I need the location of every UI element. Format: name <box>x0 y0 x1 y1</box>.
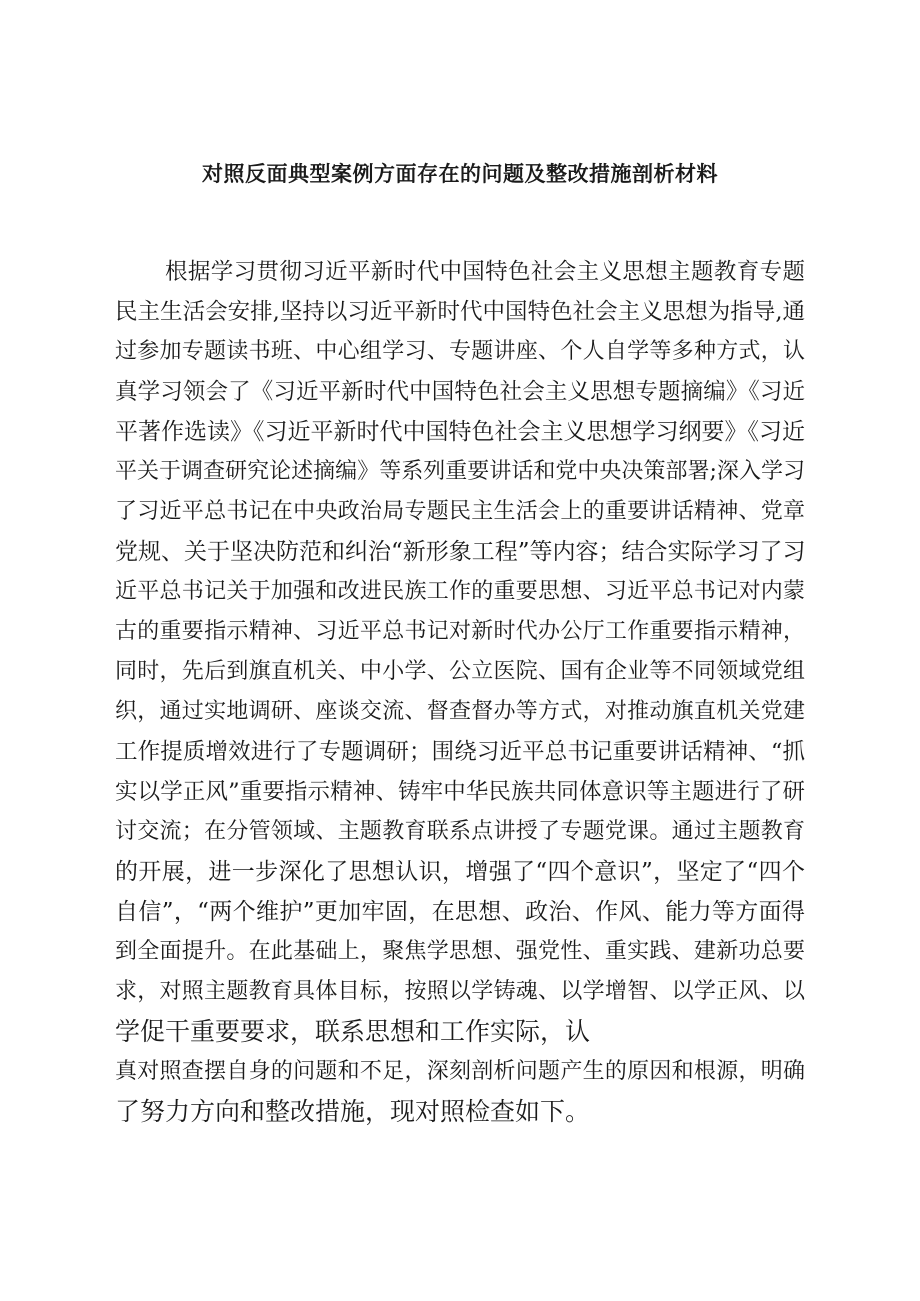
body-line: 讨交流；在分管领域、主题教育联系点讲授了专题党课。通过主题教育 <box>115 819 805 844</box>
body-line: 真对照查摆自身的问题和不足，深刻剖析问题产生的原因和根源，明确 <box>115 1059 805 1084</box>
body-line: 工作提质增效进行了专题调研；围绕习近平总书记重要讲话精神、“抓 <box>115 739 805 765</box>
body-line: 党规、关于坚决防范和纠治“新形象工程”等内容；结合实际学习了习 <box>115 539 806 565</box>
body-line: 近平总书记关于加强和改进民族工作的重要思想、习近平总书记对内蒙 <box>115 579 805 604</box>
body-line: 的开展，进一步深化了思想认识，增强了“四个意识”，坚定了“四个 <box>115 859 805 885</box>
body-line: 平著作选读》《习近平新时代中国特色社会主义思想学习纲要》《习近 <box>115 419 805 445</box>
body-line: 平关于调查研究论述摘编》等系列重要讲话和党中央决策部署;深入学习 <box>115 459 805 484</box>
body-line: 到全面提升。在此基础上，聚焦学思想、强党性、重实践、建新功总要 <box>115 939 805 964</box>
body-line: 根据学习贯彻习近平新时代中国特色社会主义思想主题教育专题 <box>165 259 805 285</box>
body-line: 学促干重要要求，联系思想和工作实际，认 <box>115 1017 591 1046</box>
body-line: 自信”，“两个维护”更加牢固，在思想、政治、作风、能力等方面得 <box>115 899 805 925</box>
body-line: 求，对照主题教育具体目标，按照以学铸魂、以学增智、以学正风、以 <box>115 979 805 1004</box>
body-line: 实以学正风”重要指示精神、铸牢中华民族共同体意识等主题进行了研 <box>115 779 805 805</box>
body-line: 古的重要指示精神、习近平总书记对新时代办公厅工作重要指示精神， <box>115 619 805 644</box>
body-line: 了习近平总书记在中央政治局专题民主生活会上的重要讲话精神、党章 <box>115 499 805 524</box>
body-line: 织，通过实地调研、座谈交流、督查督办等方式，对推动旗直机关党建 <box>115 699 805 724</box>
body-line: 真学习领会了《习近平新时代中国特色社会主义思想专题摘编》《习近 <box>115 379 805 405</box>
body-line: 民主生活会安排,坚持以习近平新时代中国特色社会主义思想为指导,通 <box>115 299 805 325</box>
body-line: 过参加专题读书班、中心组学习、专题讲座、个人自学等多种方式，认 <box>115 339 805 364</box>
body-line: 了努力方向和整改措施，现对照检查如下。 <box>115 1097 591 1126</box>
document-title: 对照反面典型案例方面存在的问题及整改措施剖析材料 <box>202 161 718 186</box>
body-line: 同时，先后到旗直机关、中小学、公立医院、国有企业等不同领域党组 <box>115 659 805 684</box>
document-body <box>115 252 805 1132</box>
